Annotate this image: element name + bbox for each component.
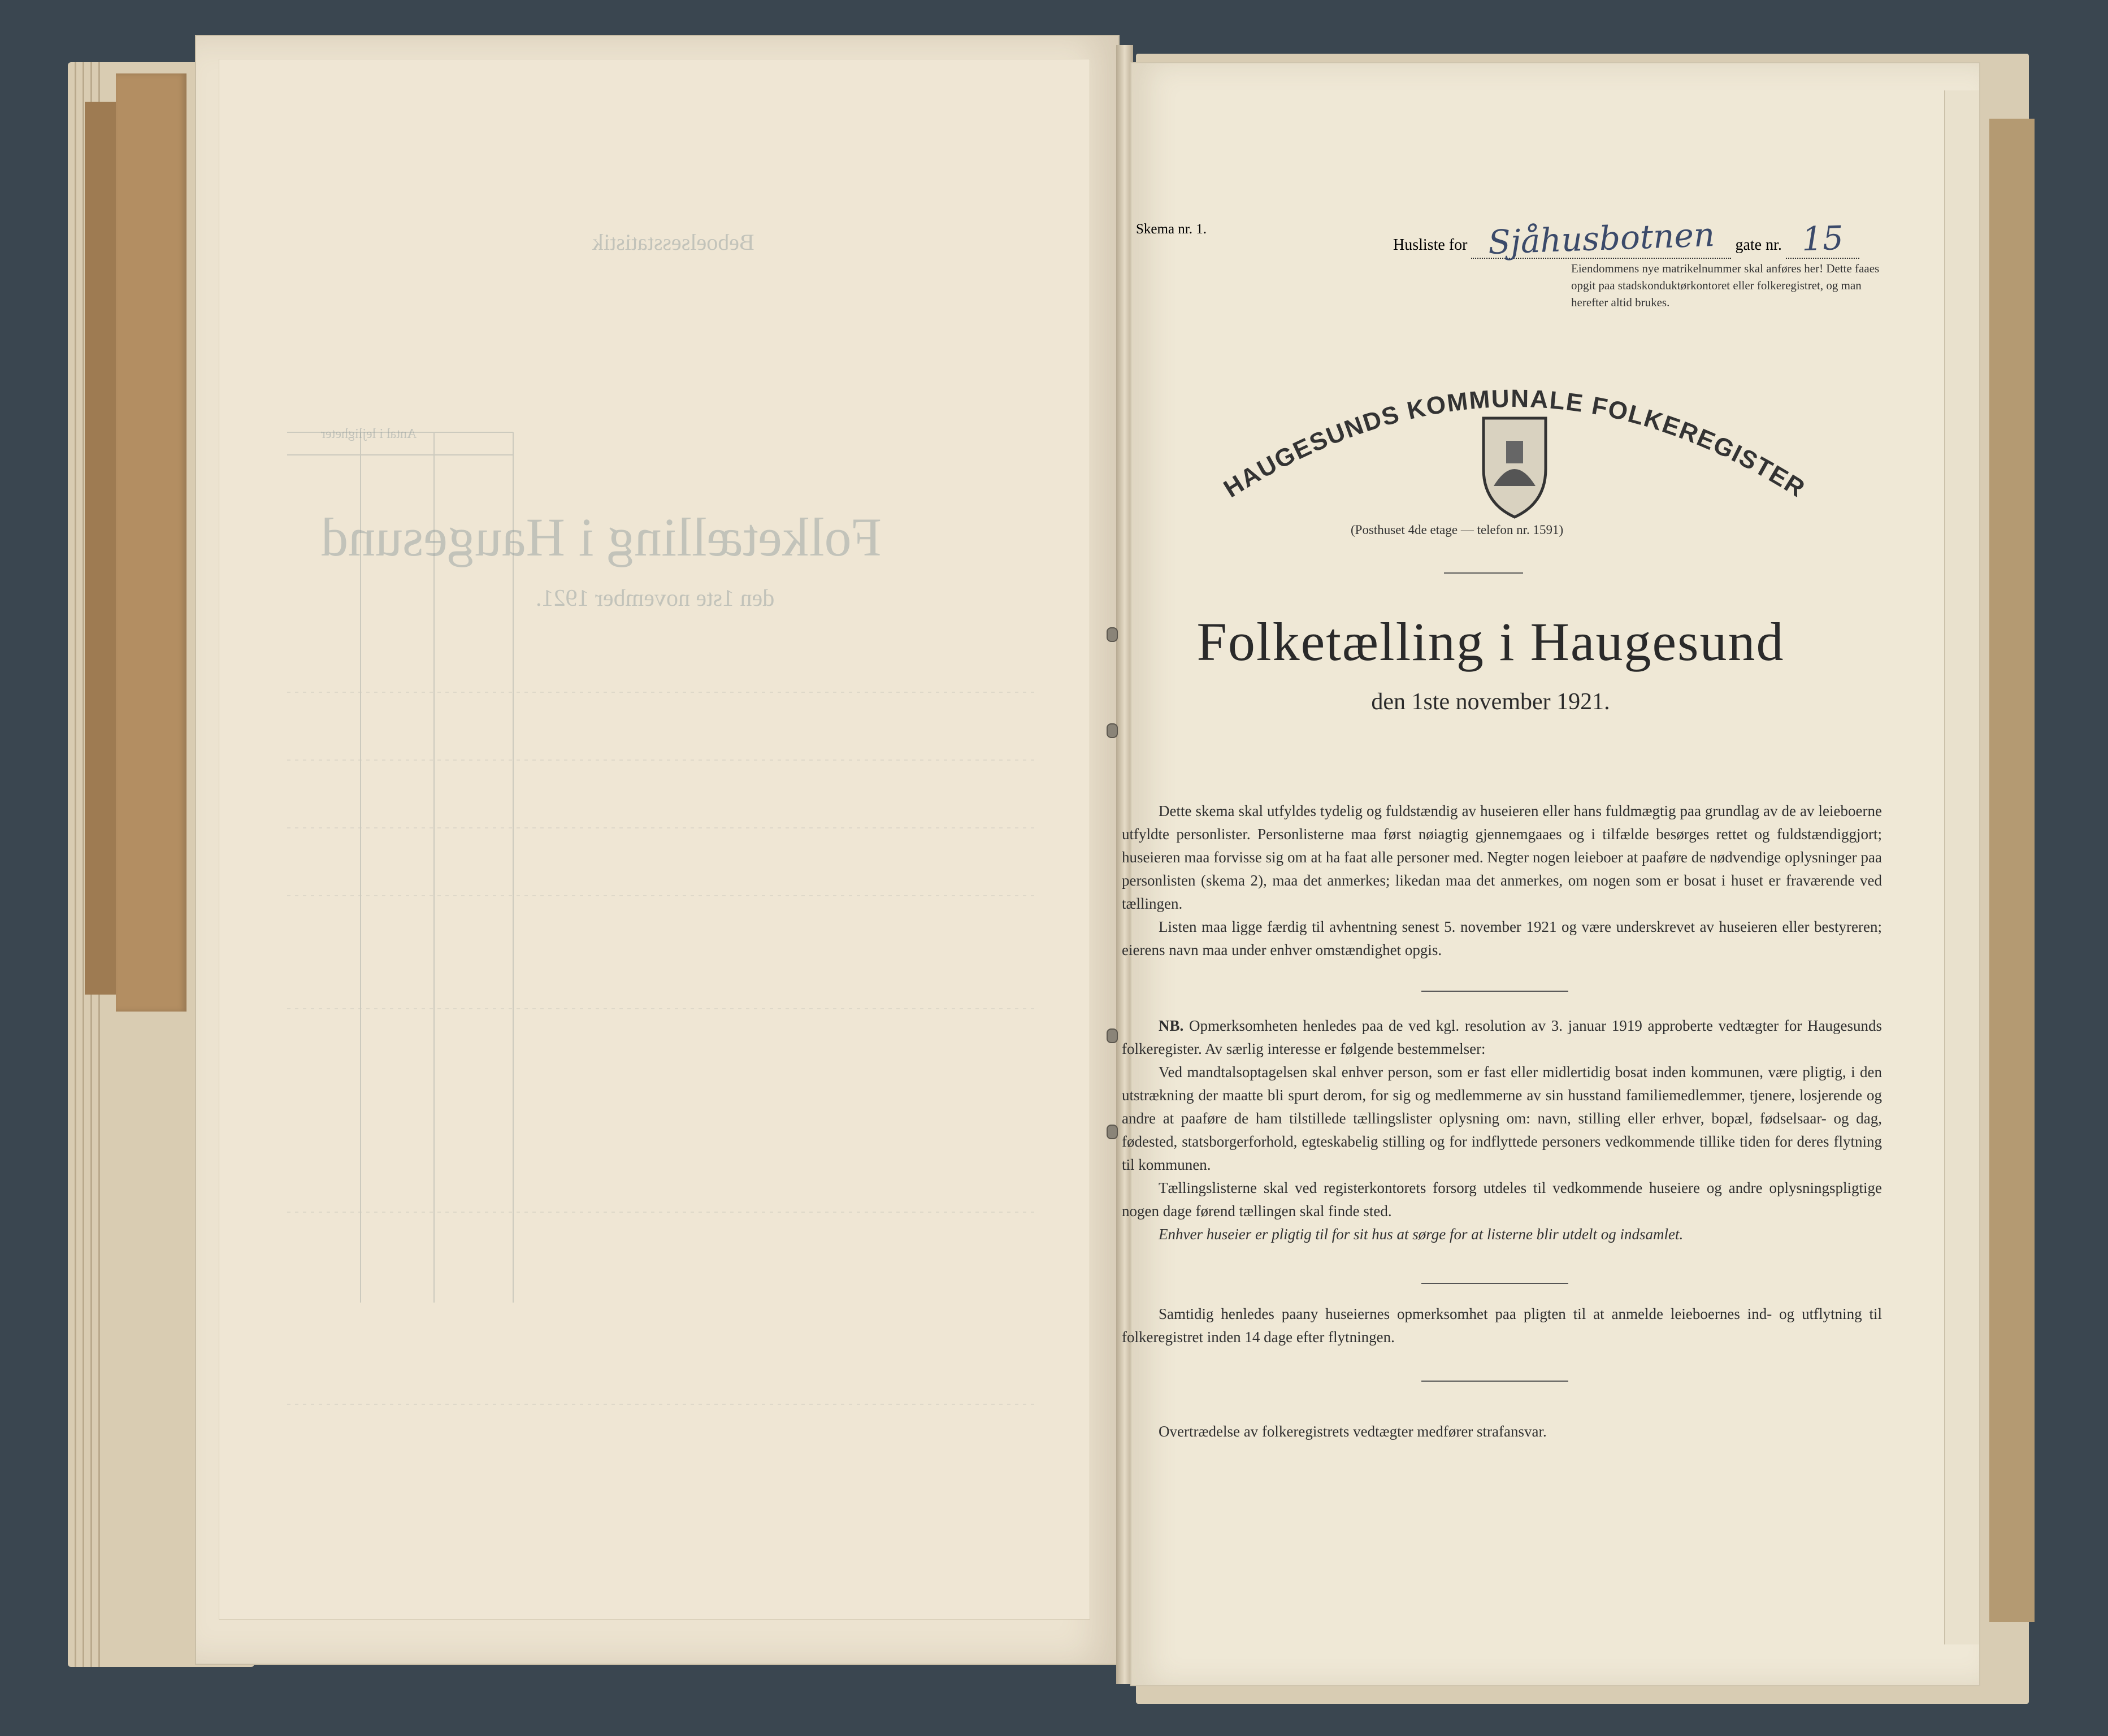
divider-tab: [116, 73, 186, 1012]
binding-ring: [1107, 1125, 1118, 1139]
binding-ring: [1107, 627, 1118, 642]
nb-text: Opmerksomheten henledes paa de ved kgl. resolution av 3. januar 1919 approberte vedtægter for Haugesunds folkeregister. Av særlig interesse er følgende bestemmelser:: [1122, 1017, 1883, 1057]
stamp-address: (Posthuset 4de etage — telefon nr. 1591): [1351, 523, 1564, 537]
schema-label: Skema nr. 1.: [1136, 222, 1207, 237]
number-handwritten: 15: [1801, 218, 1844, 259]
ghost-title: Folketælling i Haugesund: [321, 507, 882, 567]
number-field: [1786, 219, 1859, 259]
closing-section-2: [1122, 1420, 1882, 1443]
binding-ring: [1107, 723, 1118, 738]
page-edge: [1944, 90, 1979, 1644]
instruction-paragraph-1: Dette skema skal utfyldes tydelig og fuldstændig av huseieren eller hans fuldmægtig paa grundlag av de av leieboerne utfyldte personlister. Personlisterne maa først nøiagtig gjennemgaaes og i tilfælde besørges rettet og fuldstændiggjort; huseieren maa forvisse sig om at ha faat alle personer med. Negter nogen leieboer at paaføre de nødvendige oplysninger paa personlisten (skema 2), maa det anmerkes; likedan maa det anmerkes, om nogen som er bosat i huset er fraværende ved tællingen.: [1122, 802, 1882, 912]
document-subtitle: den 1ste november 1921.: [1371, 689, 1610, 715]
svg-text:HAUGESUNDS KOMMUNALE FOLKEREGI: HAUGESUNDS KOMMUNALE FOLKEREGISTER: [1218, 384, 1811, 504]
ghost-table-lines: [219, 59, 1090, 1619]
divider: [1421, 1381, 1568, 1382]
nb-paragraph-4: Enhver huseier er pligtig til for sit hus at sørge for at listerne blir utdelt og indsamlet.: [1159, 1226, 1684, 1243]
divider: [1421, 991, 1568, 992]
instruction-paragraph-2: Listen maa ligge færdig til avhentning senest 5. november 1921 og være underskrevet av huseieren eller bestyreren; eierens navn maa under enhver omstændighet opgis.: [1122, 918, 1882, 958]
gate-label: gate nr.: [1735, 236, 1782, 254]
divider: [1444, 572, 1523, 574]
nb-paragraph-3: Tællingslisterne skal ved registerkontorets forsorg utdeles til vedkommende huseiere og andre oplysningspligtige nogen dage førend tællingen skal finde sted.: [1122, 1179, 1882, 1219]
coat-of-arms-icon: [1484, 418, 1546, 517]
street-field: [1471, 215, 1731, 262]
divider-tab-right: [1989, 119, 2035, 1622]
husliste-label: Husliste for: [1393, 236, 1468, 254]
ghost-subtitle: den 1ste november 1921.: [536, 585, 775, 611]
closing-section: [1122, 1303, 1882, 1349]
nb-paragraph-2: Ved mandtalsoptagelsen skal enhver person, som er fast eller midlertidig bosat inden kommunen, være pligtig, i den utstrækning der maatte bli spurt derom, for sig og medlemmerne av sin husstand familiemedlemmer, tjenere, losjerende og andre at paaføre de ham tilstillede tællingslister oplysning om: navn, stilling eller erhver, bopæl, fødselsaar- og dag, fødested, statsborgerforhold, egteskabelig stilling og for indflyttede personers vedkommende tillike tiden for deres flytning til kommunen.: [1122, 1064, 1882, 1173]
closing-paragraph-2: Overtrædelse av folkeregistrets vedtægter medfører strafansvar.: [1159, 1423, 1547, 1440]
nb-section: [1122, 1014, 1882, 1246]
husliste-line: [1393, 215, 1859, 262]
closing-paragraph-1: Samtidig henledes paany huseiernes opmerksomhet paa pligten til at anmelde leieboernes ind- og utflytning til folkeregistret inden 14 dage efter flytningen.: [1122, 1305, 1882, 1346]
divider: [1421, 1283, 1568, 1284]
instructions: [1122, 800, 1882, 962]
nb-label: NB.: [1159, 1017, 1184, 1034]
left-page: [195, 35, 1120, 1665]
document-title: Folketælling i Haugesund: [1196, 611, 1785, 672]
matrikel-note: Eiendommens nye matrikelnummer skal anføres her! Dette faaes opgit paa stadskonduktørkontoret eller folkeregistret, og man herefter altid brukes.: [1571, 262, 1880, 309]
ghost-heading: Beboelsesstatistik: [592, 229, 754, 255]
ghost-column-header: Antal i lejligheter: [321, 427, 417, 441]
street-handwritten: Sjåhusbotnen: [1487, 215, 1716, 262]
binding-ring: [1107, 1028, 1118, 1043]
